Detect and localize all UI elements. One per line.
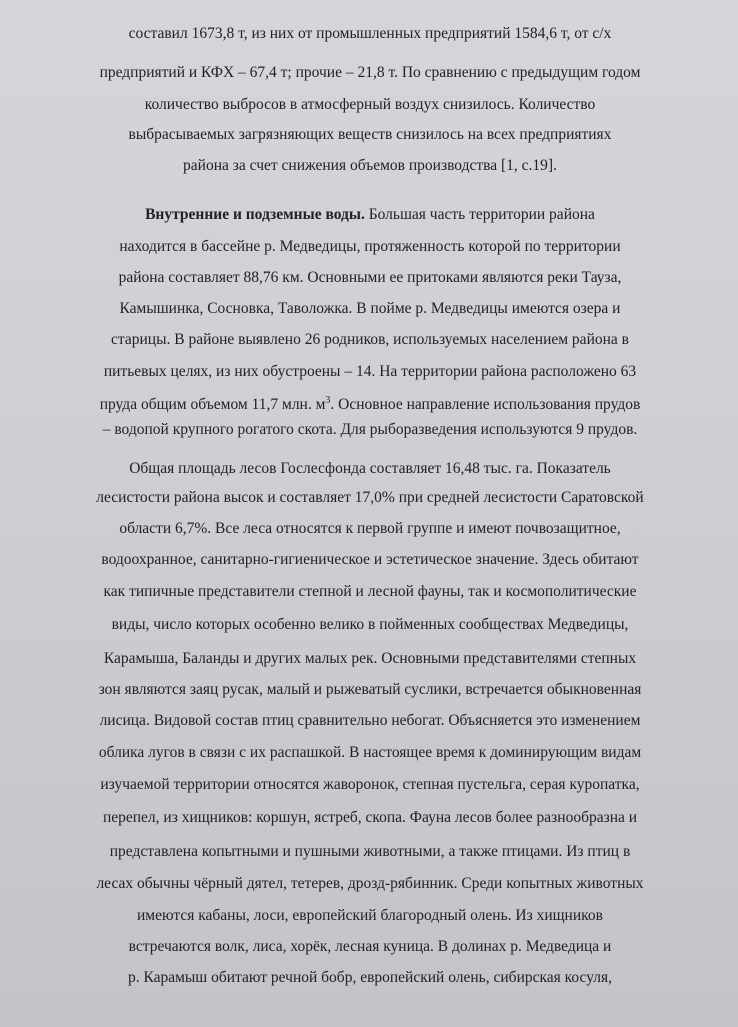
text-line-11: питьевых целях, из них обустроены – 14. На территории района расположено 63 (103, 363, 637, 380)
text-line-27: лесах обычны чёрный дятел, тетерев, дрозд-рябинник. Среди копытных животных (96, 875, 644, 892)
text-line-8: района составляет 88,76 км. Основными ее притоками являются реки Тауза, (118, 269, 622, 286)
text-line-25: перепел, из хищников: коршун, ястреб, скопа. Фауна лесов более разнообразна и (102, 809, 638, 826)
text-line-10: старицы. В районе выявлено 26 родников, используемых населением района в (111, 331, 629, 348)
text-line-12a: пруда общим объемом 11,7 млн. м (99, 396, 326, 414)
text-line-4: выбрасываемых загрязняющих веществ снизилось на всех предприятиях (128, 126, 612, 143)
text-line-26: представлена копытными и пушными животными, а также птицами. Из птиц в (109, 843, 631, 860)
text-line-6: Большая часть территории района (364, 206, 595, 223)
text-line-22: лисица. Видовой состав птиц сравнительно небогат. Объясняется это изменением (99, 712, 641, 729)
section-heading: Внутренние и подземные воды. (145, 206, 365, 223)
text-line-29: встречаются волк, лиса, хорёк, лесная куница. В долинах р. Медведица и (128, 938, 612, 955)
text-line-7: находится в бассейне р. Медведицы, протяженность которой по территории (119, 238, 621, 255)
text-line-18: как типичные представители степной и лесной фауны, так и космополитические (103, 583, 637, 600)
text-line-28: имеются кабаны, лоси, европейский благородный олень. Из хищников (137, 907, 603, 924)
text-line-17: водоохранное, санитарно-гигиеническое и эстетическое значение. Здесь обитают (101, 551, 639, 568)
text-line-13: – водопой крупного рогатого скота. Для рыборазведения используются 9 прудов. (102, 421, 638, 438)
text-line-23: облика лугов в связи с их распашкой. В настоящее время к доминирующим видам (98, 744, 642, 761)
paragraph-heading-line (20, 205, 720, 225)
text-line-21: зон являются заяц русак, малый и рыжеватый суслики, встречается обыкновенная (98, 681, 642, 698)
superscript-3: 3 (325, 395, 331, 406)
text-line-30: р. Карамыш обитают речной бобр, европейский олень, сибирская косуля, (127, 969, 613, 986)
text-line-3: количество выбросов в атмосферный воздух снизилось. Количество (144, 96, 596, 113)
text-line-20: Карамыша, Баланды и других малых рек. Основными представителями степных (103, 650, 637, 667)
text-line-14: Общая площадь лесов Гослесфонда составляет 16,48 тыс. га. Показатель (129, 460, 611, 477)
text-line-1: составил 1673,8 т, из них от промышленных предприятий 1584,6 т, от с/х (128, 25, 612, 42)
text-line-24: изучаемой территории относятся жаворонок, степная пустельга, серая куропатка, (100, 776, 640, 793)
text-line-9: Камышинка, Сосновка, Таволожка. В пойме р. Медведицы имеются озера и (119, 300, 621, 317)
text-line-15: лесистости района высок и составляет 17,0% при средней лесистости Саратовской (96, 489, 644, 506)
text-line-19: виды, число которых особенно велико в пойменных сообществах Медведицы, (111, 616, 629, 633)
text-line-12b: . Основное направление использования прудов (330, 396, 641, 414)
text-line-12 (20, 391, 720, 415)
text-line-2: предприятий и КФХ – 67,4 т; прочие – 21,8 т. По сравнению с предыдущим годом (99, 64, 641, 81)
text-line-16: области 6,7%. Все леса относятся к первой группе и имеют почвозащитное, (119, 520, 621, 537)
text-line-5: района за счет снижения объемов производства [1, с.19]. (183, 157, 557, 174)
